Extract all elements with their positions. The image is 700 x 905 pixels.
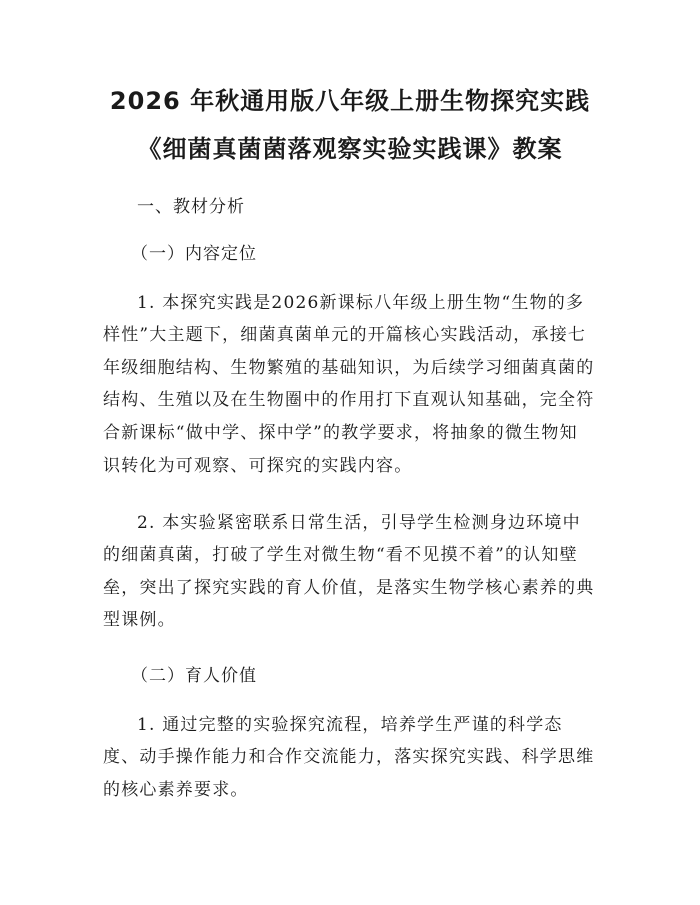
document-title-line-1: 2026 年秋通用版八年级上册生物探究实践 (109, 87, 591, 115)
paragraph-3-line-2: 度、动手操作能力和合作交流能力，落实探究实践、科学思维 (103, 747, 595, 767)
paragraph-2-line-4: 型课例。 (103, 610, 176, 630)
paragraph-2-line-2: 的细菌真菌，打破了学生对微生物“看不见摸不着”的认知壁 (103, 545, 578, 565)
paragraph-3-line-3: 的核心素养要求。 (103, 780, 249, 800)
paragraph-2-line-3: 垒，突出了探究实践的育人价值，是落实生物学核心素养的典 (103, 578, 595, 598)
paragraph-1-line-4: 结构、生殖以及在生物圈中的作用打下直观认知基础，完全符 (103, 390, 595, 410)
paragraph-1-line-1: 1. 本探究实践是2026新课标八年级上册生物“生物的多 (137, 293, 585, 313)
paragraph-1-line-5: 合新课标“做中学、探中学”的教学要求，将抽象的微生物知 (103, 423, 578, 443)
document-title-line-2: 《细菌真菌菌落观察实验实践课》教案 (137, 135, 563, 163)
paragraph-1-line-2: 样性”大主题下，细菌真菌单元的开篇核心实践活动，承接七 (103, 325, 587, 345)
subsection-heading-content-positioning: （一）内容定位 (131, 244, 257, 264)
paragraph-1-line-6: 识转化为可观察、可探究的实践内容。 (103, 456, 413, 476)
section-heading-textbook-analysis: 一、教材分析 (137, 197, 245, 217)
paragraph-1-line-3: 年级细胞结构、生物繁殖的基础知识，为后续学习细菌真菌的 (103, 358, 595, 378)
paragraph-2-line-1: 2. 本实验紧密联系日常生活，引导学生检测身边环境中 (137, 513, 581, 533)
paragraph-3-line-1: 1. 通过完整的实验探究流程，培养学生严谨的科学态 (137, 715, 563, 735)
subsection-heading-educational-value: （二）育人价值 (131, 666, 257, 686)
